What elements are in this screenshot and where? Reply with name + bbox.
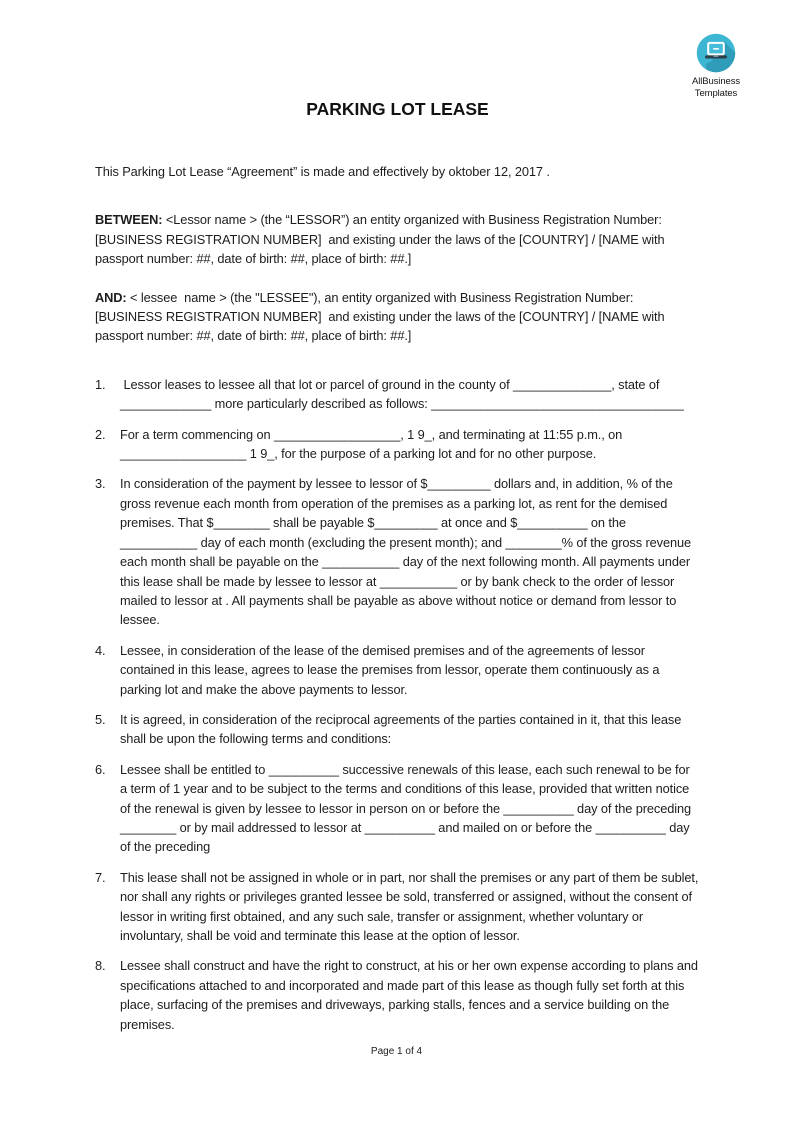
intro-paragraph: This Parking Lot Lease “Agreement” is made and effectively by oktober 12, 2017 . — [95, 164, 550, 179]
and-text: < lessee name > (the "LESSEE"), an entity organized with Business Registration Number: [BUSINESS REGISTRATION NUMBER] and existing under the laws of the [COUNTRY] / [NAME with passport number: ##, date of birth: ##, place of birth: ##.] — [95, 289, 668, 344]
clause-text: It is agreed, in consideration of the reciprocal agreements of the parties contained in it, that this lease shall be upon the following terms and conditions: — [120, 711, 685, 747]
clause-text: Lessee, in consideration of the lease of the demised premises and of the agreements of lessor contained in this lease, agrees to lease the premises from lessor, operate them continuously as a parking lot and make the above payments to lessor. — [120, 642, 663, 697]
clause-text: Lessee shall be entitled to __________ successive renewals of this lease, each such renewal to be for a term of 1 year and to be subject to the terms and conditions of this lease, provided that written notice of the renewal is given by lessee to lessor in person on or before the __________ day of the preceding ________ or by mail addressed to lessor at __________ and mailed on or before the __________ day of the preceding — [120, 761, 695, 855]
clause-text: In consideration of the payment by lessee to lessor of $_________ dollars and, in addition, % of the gross revenue each month from operation of the premises as a parking lot, as rent for the demised premises. That $________ shall be payable $_________ at once and $__________ on the ___________ day of each month (excluding the present month); and ________% of the gross revenue each month shall be payable on the ___________ day of the next following month. All payments under this lease shall be made by lessee to lessor at ___________ or by bank check to the order of lessor mailed to lessor at . All payments shall be payable as above without notice or demand from lessor to lessee. — [120, 476, 695, 628]
clause-number: 2. — [95, 426, 106, 442]
logo-text-line1: AllBusiness — [691, 76, 740, 87]
page-title: PARKING LOT LEASE — [306, 99, 489, 119]
clause-number: 7. — [95, 869, 106, 885]
and-label: AND: — [95, 289, 127, 305]
clause-number: 8. — [95, 958, 106, 974]
clause-item-7 — [95, 868, 700, 946]
document-body — [95, 99, 700, 1034]
logo-text-line2: Templates — [694, 88, 738, 99]
clause-item-5 — [95, 710, 700, 749]
page-number: Page 1 of 4 — [370, 1046, 423, 1057]
between-label: BETWEEN: — [95, 212, 163, 228]
clause-item-1 — [95, 375, 700, 414]
clause-item-6 — [95, 760, 700, 857]
and-paragraph — [95, 288, 700, 346]
between-text: <Lessor name > (the “LESSOR”) an entity organized with Business Registration Number: [BUSINESS REGISTRATION NUMBER] and existing under the laws of the [COUNTRY] / [NAME with passport number: ##, date of birth: ##, place of birth: ##.] — [95, 212, 668, 267]
laptop-screen-line — [713, 48, 719, 50]
clause-number: 1. — [95, 376, 106, 392]
clause-number: 3. — [95, 476, 106, 492]
clause-number: 4. — [95, 642, 106, 658]
clause-item-8 — [95, 956, 700, 1034]
clause-text: This lease shall not be assigned in whole or in part, nor shall the premises or any part of them be sublet, nor shall any rights or privileges granted lessee be sold, transferred or assigned, without the consent of lessor in writing first obtained, and any such sale, transfer or assignment, whether voluntary or involuntary, shall be void and terminate this lease at the option of lessor. — [120, 869, 702, 943]
clause-text: For a term commencing on __________________, 1 9_, and terminating at 11:55 p.m., on __________________ 1 9_, for the purpose of a parking lot and for no other purpose. — [120, 426, 626, 462]
clause-text: Lessee shall construct and have the right to construct, at his or her own expense according to plans and specifications attached to and incorporated and made part of this lease as though fully set forth at this place, surfacing of the premises and driveways, parking stalls, fences and a service building on the premises. — [120, 958, 702, 1032]
clause-item-3 — [95, 474, 700, 629]
clause-number: 5. — [95, 711, 106, 727]
clause-item-4 — [95, 641, 700, 699]
clause-item-2 — [95, 425, 700, 464]
clause-text: Lessor leases to lessee all that lot or parcel of ground in the county of ______________, state of _____________ more particularly described as follows: ____________________________________ — [120, 376, 684, 412]
clauses-list — [95, 375, 700, 1034]
laptop-icon — [694, 31, 738, 75]
clause-number: 6. — [95, 761, 106, 777]
allbusiness-templates-logo — [684, 31, 748, 99]
laptop-base-notch — [714, 56, 719, 57]
between-paragraph — [95, 210, 700, 268]
